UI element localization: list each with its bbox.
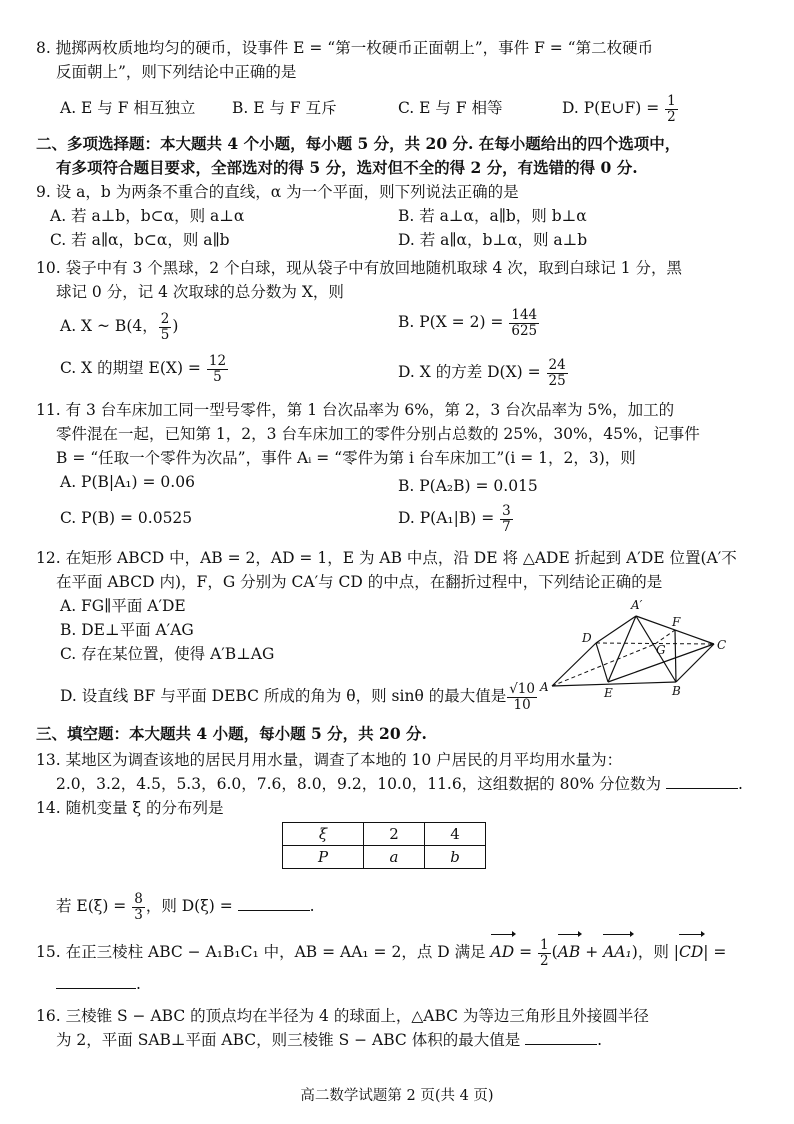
q12-option-c: C. 存在某位置，使得 A′B⊥AG: [60, 645, 275, 663]
q9-option-c: C. 若 a∥α，b⊂α，则 a∥b: [50, 231, 230, 249]
q11-option-a: A. P(B|A₁) = 0.06: [60, 473, 195, 491]
q16-line1: 16. 三棱锥 S − ABC 的顶点均在半径为 4 的球面上，△ABC 为等边三角形且外接圆半径: [36, 1007, 649, 1025]
q11-d-fraction: [500, 504, 513, 535]
vector-AA1: AA₁: [603, 936, 632, 968]
q10-a-text: A. X ~ B(4，: [60, 317, 158, 335]
q11-line3: B = “任取一个零件为次品”，事件 Aᵢ = “零件为第 i 台车床加工”(i = 1，2，3)，则: [56, 449, 636, 467]
q14-stem: 14. 随机变量 ξ 的分布列是: [36, 799, 224, 817]
edge-AG-dashed: [552, 644, 655, 686]
label-D: D: [582, 631, 592, 645]
q15-paren-right: )，则 |: [631, 943, 679, 961]
q13-line1: 13. 某地区为调查该地的居民月用水量，调查了本地的 10 户居民的月平均用水量为：: [36, 751, 623, 769]
q12-d-den: 10: [513, 696, 531, 713]
q14-answer-blank[interactable]: [238, 896, 310, 911]
vector-CD: CD: [679, 936, 703, 968]
edge-AD: [552, 643, 596, 686]
page-footer: 高二数学试题第 2 页(共 4 页): [300, 1088, 494, 1104]
q9-stem: 9. 设 a，b 为两条不重合的直线，α 为一个平面，则下列说法正确的是: [36, 183, 519, 201]
q8-d-num: 1: [667, 92, 676, 109]
folded-rectangle-figure: [536, 596, 734, 700]
vector-AD: AD: [491, 936, 515, 968]
q15-answer-blank[interactable]: [56, 974, 136, 989]
label-A: A: [540, 680, 549, 694]
q10-b-den: 625: [511, 322, 538, 339]
q10-c-fraction: [207, 354, 228, 385]
q11-option-c: C. P(B) = 0.0525: [60, 509, 193, 527]
q10-d-text: D. X 的方差 D(X) =: [398, 363, 541, 381]
q10-a-den: 5: [160, 326, 170, 343]
label-G: G: [656, 643, 666, 657]
q15-half-fraction: [538, 938, 551, 969]
table-row: [283, 846, 486, 869]
q15-line2: [56, 974, 141, 994]
q9-option-a: A. 若 a⊥b，b⊂α，则 a⊥α: [50, 207, 245, 225]
q14-cond-post: ，则 D(ξ) =: [145, 897, 233, 915]
q16-line2-text: 为 2，平面 SAB⊥平面 ABC，则三棱锥 S − ABC 体积的最大值是: [56, 1031, 521, 1049]
q10-d-fraction: [547, 358, 568, 389]
q10-c-text: C. X 的期望 E(X) =: [60, 359, 201, 377]
q10-b-num: 144: [511, 306, 538, 323]
q12-option-a: A. FG∥平面 A′DE: [60, 597, 186, 615]
table-cell: 4: [425, 823, 486, 846]
label-E: E: [604, 686, 613, 700]
q15-half-den: 2: [540, 952, 549, 969]
q10-d-den: 25: [548, 372, 566, 389]
q13-end: .: [737, 775, 743, 793]
q9-option-d: D. 若 a∥α，b⊥α，则 a⊥b: [398, 231, 588, 249]
section2-line2: 有多项符合题目要求，全部选对的得 5 分，选对但不全的得 2 分，有选错的得 0 分.: [56, 158, 638, 177]
q10-c-den: 5: [213, 368, 222, 385]
table-cell: 2: [364, 823, 425, 846]
q14-condition: [56, 890, 315, 923]
q8-d-den: 2: [667, 108, 676, 125]
q10-b-fraction: [509, 308, 539, 339]
q13-line2-text: 2.0，3.2，4.5，5.3，6.0，7.6，8.0，9.2，10.0，11.6，这组数据的 80% 分位数为: [56, 775, 662, 793]
q11-line2: 零件混在一起，已知第 1，2，3 台车床加工的零件分别占总数的 25%，30%，45%，记事件: [56, 425, 700, 443]
q15-paren-left: (: [551, 943, 558, 961]
q15-end: .: [136, 975, 141, 993]
q8-option-b: B. E 与 F 互斥: [232, 99, 337, 117]
q10-a-fraction: [159, 312, 172, 343]
q12-line2: 在平面 ABCD 内)，F，G 分别为 CA′与 CD 的中点，在翻折过程中，下列结论正确的是: [56, 573, 663, 591]
table-cell: a: [364, 846, 425, 869]
label-A1: A′: [631, 598, 643, 612]
q8-option-a: A. E 与 F 相互独立: [60, 99, 196, 117]
q12-line1: 12. 在矩形 ABCD 中，AB = 2，AD = 1，E 为 AB 中点，沿 DE 将 △ADE 折起到 A′DE 位置(A′不: [36, 549, 737, 567]
q12-option-b: B. DE⊥平面 A′AG: [60, 621, 194, 639]
edge-FB: [675, 630, 676, 682]
q8-d-text: D. P(E∪F) =: [562, 99, 660, 117]
q8-option-d: [562, 92, 679, 125]
q8-d-fraction: [665, 94, 678, 125]
q10-option-a: [60, 310, 178, 343]
q12-d-text: D. 设直线 BF 与平面 DEBC 所成的角为 θ，则 sinθ 的最大值是: [60, 687, 507, 705]
section3-heading: 三、填空题：本大题共 4 小题，每小题 5 分，共 20 分.: [36, 724, 427, 743]
table-row: [283, 823, 486, 846]
q8-line2: 反面朝上”，则下列结论中正确的是: [56, 63, 297, 81]
q13-answer-blank[interactable]: [666, 774, 738, 789]
q14-cond-num: 8: [134, 890, 143, 907]
q11-option-d: [398, 502, 514, 535]
q13-line2: [56, 774, 743, 794]
q8-line1: 8. 抛掷两枚质地均匀的硬币，设事件 E = “第一枚硬币正面朝上”，事件 F = “第二枚硬币: [36, 39, 654, 57]
q10-option-d: [398, 356, 569, 389]
label-C: C: [717, 638, 727, 652]
table-cell: ξ: [283, 823, 364, 846]
q12-option-d: [60, 680, 538, 713]
q12-d-fraction: [507, 682, 537, 713]
q14-cond-fraction: [132, 892, 145, 923]
q14-cond-den: 3: [134, 906, 143, 923]
distribution-table: [282, 822, 486, 869]
q11-d-num: 3: [502, 502, 511, 519]
q15-line1: [36, 936, 726, 969]
q11-d-text: D. P(A₁|B) =: [398, 509, 495, 527]
q11-d-den: 7: [502, 518, 511, 535]
edge-DE: [596, 643, 608, 682]
edge-AB: [552, 682, 676, 686]
q16-line2: [56, 1030, 602, 1050]
table-cell: b: [425, 846, 486, 869]
label-B: B: [672, 684, 681, 698]
q12-d-num: √10: [509, 680, 535, 697]
edge-GF-dashed: [655, 630, 675, 644]
q16-answer-blank[interactable]: [525, 1030, 597, 1045]
q10-a-num: 2: [160, 310, 170, 327]
q10-c-num: 12: [208, 352, 227, 369]
q14-end: .: [309, 897, 315, 915]
q14-cond-text: 若 E(ξ) =: [56, 897, 127, 915]
section2-line1: 二、多项选择题：本大题共 4 个小题，每小题 5 分，共 20 分. 在每小题给出的四个选项中，: [36, 134, 681, 153]
q11-option-b: B. P(A₂B) = 0.015: [398, 477, 538, 495]
q9-option-b: B. 若 a⊥α，a∥b，则 b⊥α: [398, 207, 587, 225]
q10-d-num: 24: [548, 356, 566, 373]
q10-option-b: [398, 306, 540, 339]
table-cell: P: [283, 846, 364, 869]
label-F: F: [672, 615, 681, 629]
q15-half-num: 1: [540, 936, 549, 953]
vector-AB: AB: [558, 936, 581, 968]
q11-line1: 11. 有 3 台车床加工同一型号零件，第 1 台次品率为 6%，第 2，3 台次品率为 5%，加工的: [36, 401, 675, 419]
q15-text: 15. 在正三棱柱 ABC − A₁B₁C₁ 中，AB = AA₁ = 2，点 D 满足: [36, 943, 486, 961]
q16-end: .: [597, 1031, 603, 1049]
q10-line1: 10. 袋子中有 3 个黑球，2 个白球，现从袋子中有放回地随机取球 4 次，取到白球记 1 分，黑: [36, 259, 683, 277]
q10-option-c: [60, 352, 229, 385]
q10-line2: 球记 0 分，记 4 次取球的总分数为 X，则: [56, 283, 344, 301]
edge-BC: [676, 644, 714, 682]
q8-option-c: C. E 与 F 相等: [398, 99, 503, 117]
q10-b-text: B. P(X = 2) =: [398, 313, 504, 331]
q15-plus: +: [585, 943, 599, 961]
q10-a-close: ): [172, 317, 179, 335]
q15-tail: | =: [703, 943, 727, 961]
q15-eq: =: [519, 943, 533, 961]
